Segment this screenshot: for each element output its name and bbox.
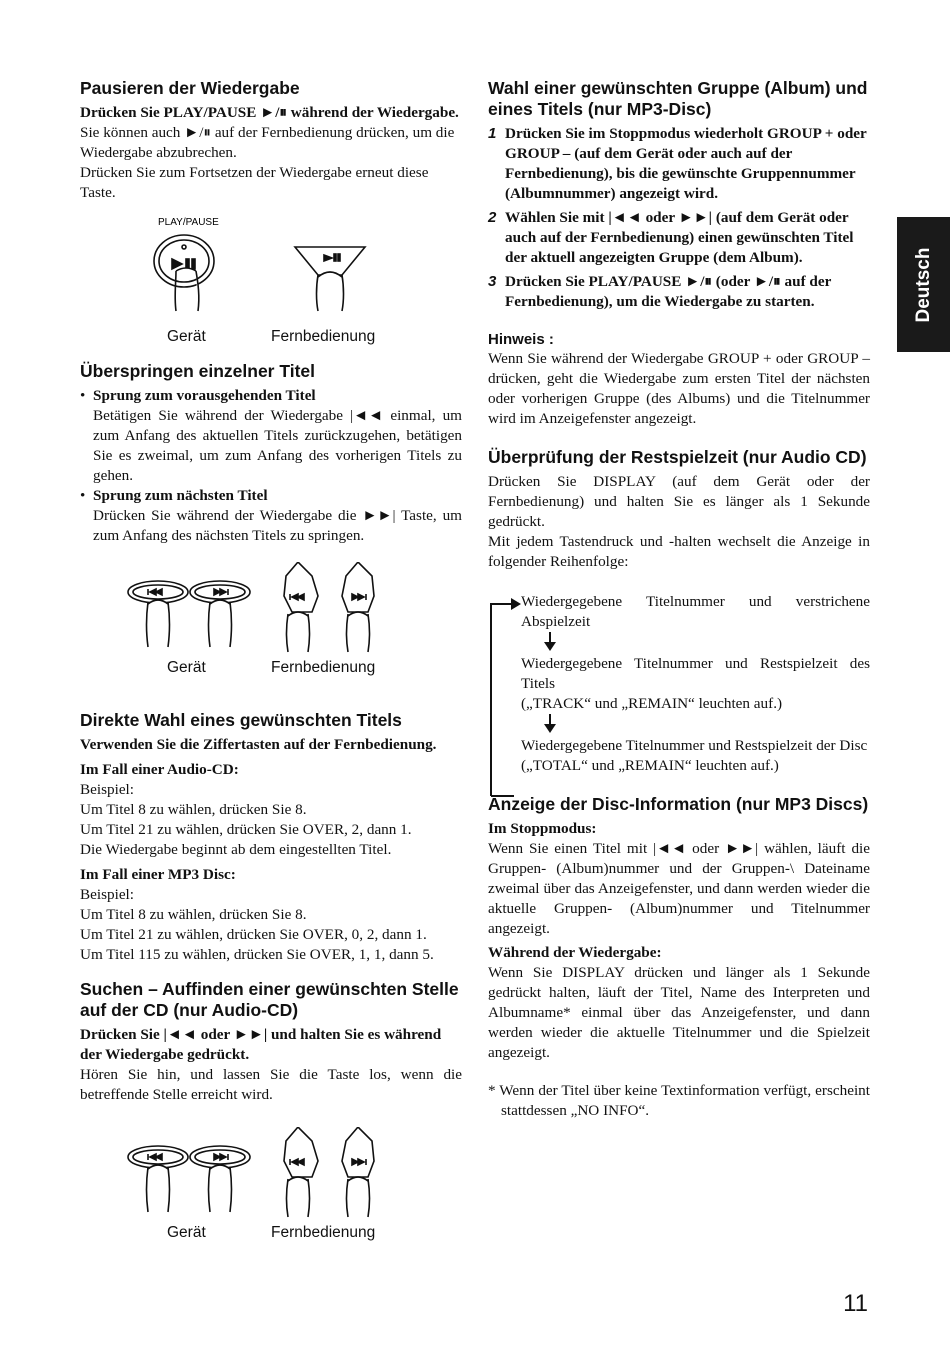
direct-mp3-line: Beispiel:	[80, 886, 134, 903]
skip-next-text: Drücken Sie während der Wiedergabe die ►►| Taste, um zum Anfang des nächsten Titels zu springen.	[93, 507, 462, 544]
search-illustration	[80, 1127, 462, 1237]
discinfo-stop-text: Wenn Sie einen Titel mit |◄◄ oder ►►| wählen, läuft die Gruppen- (Album)nummer und der Gruppen-\ Dateiname zweimal über das Anzeigefenster, und dann werden wieder die aktuelle Gruppen- (Album)nummer und Titelnummer angezeigt.	[488, 840, 870, 937]
pause-text-2: Drücken Sie zum Fortsetzen der Wiedergabe erneut diese Taste.	[80, 164, 429, 201]
unit-prev-button-icon	[128, 581, 188, 647]
sequence-step-3-note: („TOTAL“ und „REMAIN“ leuchten auf.)	[521, 757, 779, 774]
direct-lead: Verwenden Sie die Ziffertasten auf der Fernbedienung.	[80, 736, 437, 753]
skip-section	[80, 361, 462, 696]
direct-mp3-line: Um Titel 21 zu wählen, drücken Sie OVER, 0, 2, dann 1.	[80, 926, 427, 943]
group-step	[488, 272, 870, 312]
step-number: 3	[488, 273, 497, 290]
sequence-step-3: Wiedergegebene Titelnummer und Restspielzeit der Disc	[521, 737, 868, 754]
caption-remote: Fernbedienung	[271, 328, 376, 345]
remote-play-button-icon	[295, 247, 365, 311]
remote-next-button-icon	[342, 562, 374, 652]
pause-text-1: Sie können auch ►/⏸ auf der Fernbedienung drücken, um die Wiedergabe abzubrechen.	[80, 124, 455, 161]
discinfo-play-text: Wenn Sie DISPLAY drücken und länger als 1 Sekunde gedrückt halten, läuft der Titel, Name des Interpreten und Albumname* einmal über das Anzeigefenster, und dann werden wieder die aktuelle Titelnummer und die Spielzeit angezeigt.	[488, 964, 870, 1061]
group-step	[488, 208, 870, 268]
direct-heading: Direkte Wahl eines gewünschten Titels	[80, 710, 402, 730]
right-column	[488, 78, 870, 1135]
caption-remote: Fernbedienung	[271, 1224, 376, 1241]
display-sequence	[488, 592, 870, 776]
footnote: * Wenn der Titel über keine Textinformation verfügt, erscheint stattdessen „NO INFO“.	[488, 1082, 870, 1119]
down-arrow-icon	[521, 714, 870, 736]
step-number: 2	[488, 209, 497, 226]
skip-illustration	[80, 562, 462, 672]
direct-mp3-line: Um Titel 8 zu wählen, drücken Sie 8.	[80, 906, 307, 923]
down-arrow-icon	[521, 632, 870, 654]
group-heading: Wahl einer gewünschten Gruppe (Album) und eines Titels (nur MP3-Disc)	[488, 78, 868, 119]
unit-prev-button-icon	[128, 1146, 188, 1212]
remote-prev-button-icon	[284, 562, 318, 652]
discinfo-heading: Anzeige der Disc-Information (nur MP3 Discs)	[488, 794, 869, 814]
sequence-step-2-note: („TRACK“ und „REMAIN“ leuchten auf.)	[521, 695, 783, 712]
skip-next-heading: Sprung zum nächsten Titel	[93, 487, 268, 504]
direct-cd-line: Die Wiedergabe beginnt ab dem eingestellten Titel.	[80, 841, 392, 858]
remain-text-2: Mit jedem Tastendruck und -halten wechselt die Anzeige in folgender Reihenfolge:	[488, 533, 870, 570]
skip-prev-text: Betätigen Sie während der Wiedergabe |◄◄ einmal, um zum Anfang des aktuellen Titels zurückzugehen, betätigen Sie es zweimal, um zum Anfang des vorherigen Titels zu gehen.	[93, 407, 462, 484]
note-text: Wenn Sie während der Wiedergabe GROUP + oder GROUP – drücken, geht die Wiedergabe zum ersten Titel der nächsten oder vorherigen Gruppe (des Albums) und die Titelnummer wird im Anzeigefenster angezeigt.	[488, 350, 870, 427]
pause-figure	[80, 211, 462, 347]
remote-prev-button-icon	[284, 1127, 318, 1217]
note-heading: Hinweis :	[488, 331, 554, 348]
step-number: 1	[488, 125, 497, 142]
direct-mp3-line: Um Titel 115 zu wählen, drücken Sie OVER, 1, 1, dann 5.	[80, 946, 434, 963]
caption-unit: Gerät	[167, 1224, 206, 1241]
search-lead: Drücken Sie |◄◄ oder ►►| und halten Sie es während der Wiedergabe gedrückt.	[80, 1026, 442, 1063]
group-step	[488, 124, 870, 204]
unit-next-button-icon	[190, 1146, 250, 1212]
remain-heading: Überprüfung der Restspielzeit (nur Audio CD)	[488, 447, 867, 467]
step-text: Drücken Sie im Stoppmodus wiederholt GROUP + oder GROUP – (auf dem Gerät oder auch auf der Fernbedienung), bis die gewünschte Gruppennummer (Albumnummer) angezeigt wird.	[505, 125, 867, 202]
caption-unit: Gerät	[167, 328, 206, 345]
language-tab	[897, 217, 950, 352]
skip-figure	[80, 562, 462, 696]
direct-cd-line: Um Titel 21 zu wählen, drücken Sie OVER, 2, dann 1.	[80, 821, 412, 838]
sequence-step-1: Wiedergegebene Titelnummer und verstrichene Abspielzeit	[521, 593, 870, 630]
direct-mp3-heading: Im Fall einer MP3 Disc:	[80, 866, 236, 883]
language-tab-label: Deutsch	[912, 247, 934, 322]
step-text: Wählen Sie mit |◄◄ oder ►►| (auf dem Gerät oder auch auf der Fernbedienung) einen gewünschten Titel der aktuell angezeigten Gruppe (dem Album).	[505, 209, 854, 266]
sequence-step-2: Wiedergegebene Titelnummer und Restspielzeit des Titels	[521, 655, 870, 692]
caption-remote: Fernbedienung	[271, 659, 376, 676]
group-section	[488, 78, 870, 429]
remote-next-button-icon	[342, 1127, 374, 1217]
pause-lead: Drücken Sie PLAY/PAUSE ►/⏸ während der Wiedergabe.	[80, 104, 459, 121]
direct-cd-line: Beispiel:	[80, 781, 134, 798]
step-text: Drücken Sie PLAY/PAUSE ►/⏸ (oder ►/⏸ auf der Fernbedienung), um die Wiedergabe zu starten.	[505, 273, 832, 310]
pause-heading: Pausieren der Wiedergabe	[80, 78, 300, 98]
unit-next-button-icon	[190, 581, 250, 647]
direct-cd-heading: Im Fall einer Audio-CD:	[80, 761, 239, 778]
direct-cd-line: Um Titel 8 zu wählen, drücken Sie 8.	[80, 801, 307, 818]
unit-play-button-icon	[154, 235, 214, 311]
remain-section	[488, 447, 870, 776]
discinfo-section	[488, 794, 870, 1121]
search-section	[80, 979, 462, 1261]
direct-section	[80, 710, 462, 965]
skip-prev-heading: Sprung zum vorausgehenden Titel	[93, 387, 316, 404]
caption-unit: Gerät	[167, 659, 206, 676]
pause-section	[80, 78, 462, 347]
search-text: Hören Sie hin, und lassen Sie die Taste los, wenn die betreffende Stelle erreicht wird.	[80, 1066, 462, 1103]
skip-bullet-prev: • Sprung zum vorausgehenden Titel	[80, 387, 316, 404]
search-figure	[80, 1127, 462, 1261]
search-heading: Suchen – Auffinden einer gewünschten Stelle auf der CD (nur Audio-CD)	[80, 979, 459, 1020]
pause-illustration	[80, 211, 462, 321]
discinfo-stop-heading: Im Stoppmodus:	[488, 820, 597, 837]
loop-arrow-icon	[488, 592, 528, 802]
left-column	[80, 78, 462, 1275]
skip-heading: Überspringen einzelner Titel	[80, 361, 316, 381]
remain-text-1: Drücken Sie DISPLAY (auf dem Gerät oder der Fernbedienung) und halten Sie es länger als 1 Sekunde gedrückt.	[488, 473, 870, 530]
discinfo-play-heading: Während der Wiedergabe:	[488, 944, 662, 961]
skip-bullet-next: • Sprung zum nächsten Titel	[80, 487, 268, 504]
play-pause-label: PLAY/PAUSE	[158, 217, 219, 228]
page-number: 11	[843, 1290, 868, 1317]
